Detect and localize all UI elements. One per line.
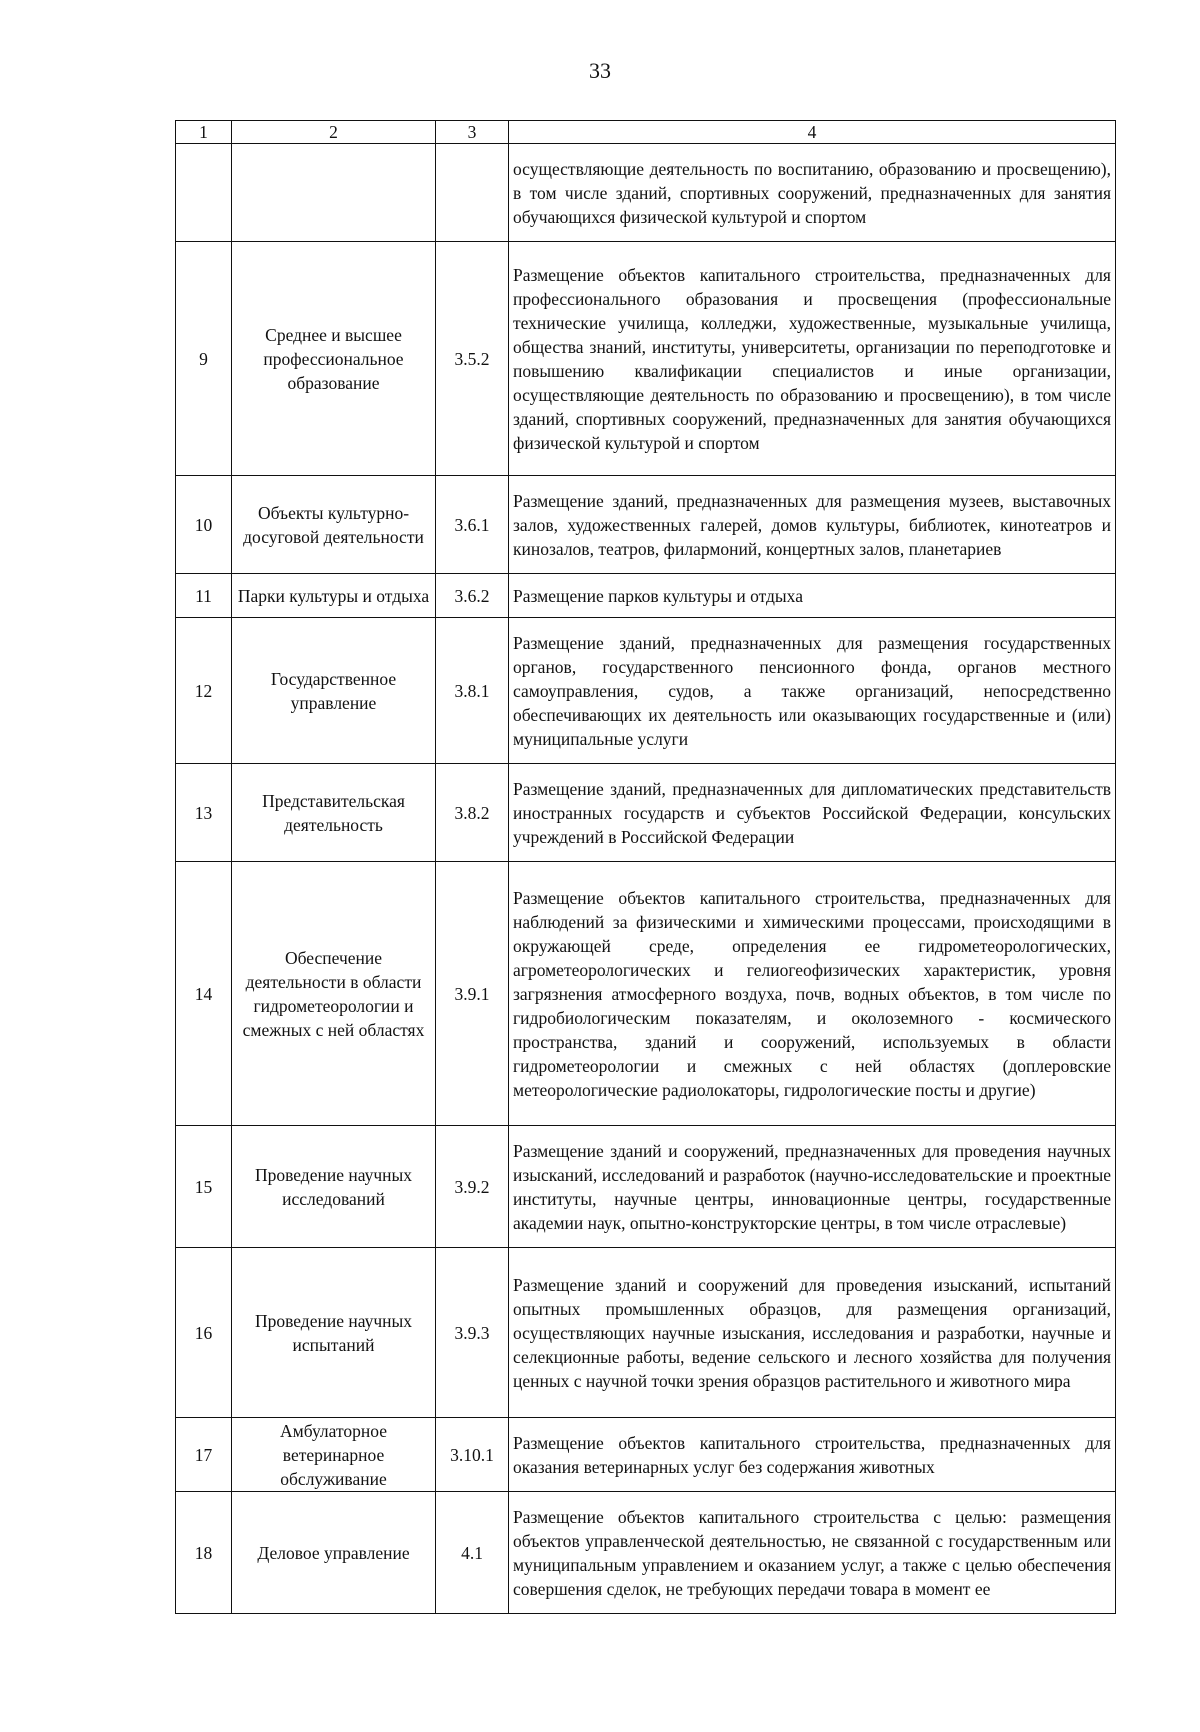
header-col-1: 1 bbox=[176, 121, 232, 144]
row-number: 13 bbox=[176, 764, 232, 862]
row-code: 3.8.1 bbox=[436, 618, 509, 764]
row-name: Обеспечение деятельности в области гидрометеорологии и смежных с ней областях bbox=[232, 862, 436, 1126]
table-row bbox=[176, 764, 1116, 862]
row-description: Размещение зданий и сооружений, предназначенных для проведения научных изысканий, исследований и разработок (научно-исследовательские и проектные институты, научные центры, инновационные центры, государственные академии наук, опытно-конструкторские центры, в том числе отраслевые) bbox=[509, 1126, 1116, 1248]
table-row bbox=[176, 144, 1116, 242]
table-row bbox=[176, 1418, 1116, 1492]
row-number: 12 bbox=[176, 618, 232, 764]
table-row bbox=[176, 242, 1116, 476]
table-row bbox=[176, 1492, 1116, 1614]
row-number: 11 bbox=[176, 574, 232, 618]
row-description: Размещение зданий, предназначенных для дипломатических представительств иностранных государств и субъектов Российской Федерации, консульских учреждений в Российской Федерации bbox=[509, 764, 1116, 862]
row-description: Размещение зданий, предназначенных для размещения государственных органов, государственного пенсионного фонда, органов местного самоуправления, судов, а также организаций, непосредственно обеспечивающих их деятельность или оказывающих государственные и (или) муниципальные услуги bbox=[509, 618, 1116, 764]
table-row bbox=[176, 574, 1116, 618]
row-name: Представительская деятельность bbox=[232, 764, 436, 862]
row-number bbox=[176, 144, 232, 242]
header-col-3: 3 bbox=[436, 121, 509, 144]
table-row bbox=[176, 618, 1116, 764]
row-name bbox=[232, 144, 436, 242]
row-number: 10 bbox=[176, 476, 232, 574]
table-row bbox=[176, 476, 1116, 574]
table-row bbox=[176, 862, 1116, 1126]
row-description: Размещение зданий, предназначенных для размещения музеев, выставочных залов, художественных галерей, домов культуры, библиотек, кинотеатров и кинозалов, театров, филармоний, концертных залов, планетариев bbox=[509, 476, 1116, 574]
row-description: осуществляющие деятельность по воспитанию, образованию и просвещению), в том числе зданий, спортивных сооружений, предназначенных для занятия обучающихся физической культурой и спортом bbox=[509, 144, 1116, 242]
table-header-row bbox=[176, 121, 1116, 144]
row-code: 3.8.2 bbox=[436, 764, 509, 862]
row-code: 3.6.1 bbox=[436, 476, 509, 574]
row-name: Деловое управление bbox=[232, 1492, 436, 1614]
row-name: Проведение научных исследований bbox=[232, 1126, 436, 1248]
land-use-table bbox=[175, 120, 1116, 1614]
table-row bbox=[176, 1248, 1116, 1418]
row-number: 9 bbox=[176, 242, 232, 476]
row-name: Проведение научных испытаний bbox=[232, 1248, 436, 1418]
row-code: 3.6.2 bbox=[436, 574, 509, 618]
row-code: 3.10.1 bbox=[436, 1418, 509, 1492]
page-number: 33 bbox=[589, 58, 611, 83]
row-name: Амбулаторное ветеринарное обслуживание bbox=[232, 1418, 436, 1492]
row-code: 3.5.2 bbox=[436, 242, 509, 476]
row-name: Государственное управление bbox=[232, 618, 436, 764]
row-description: Размещение объектов капитального строительства с целью: размещения объектов управленческой деятельностью, не связанной с государственным или муниципальным управлением и оказанием услуг, а также с целью обеспечения совершения сделок, не требующих передачи товара в момент ее bbox=[509, 1492, 1116, 1614]
row-description: Размещение объектов капитального строительства, предназначенных для оказания ветеринарных услуг без содержания животных bbox=[509, 1418, 1116, 1492]
row-code: 4.1 bbox=[436, 1492, 509, 1614]
table-row bbox=[176, 1126, 1116, 1248]
row-name: Парки культуры и отдыха bbox=[232, 574, 436, 618]
row-description: Размещение парков культуры и отдыха bbox=[509, 574, 1116, 618]
header-col-2: 2 bbox=[232, 121, 436, 144]
row-name: Объекты культурно-досуговой деятельности bbox=[232, 476, 436, 574]
header-col-4: 4 bbox=[509, 121, 1116, 144]
row-name: Среднее и высшее профессиональное образование bbox=[232, 242, 436, 476]
row-code: 3.9.3 bbox=[436, 1248, 509, 1418]
row-code: 3.9.1 bbox=[436, 862, 509, 1126]
row-number: 18 bbox=[176, 1492, 232, 1614]
row-description: Размещение объектов капитального строительства, предназначенных для наблюдений за физическими и химическими процессами, происходящими в окружающей среде, определения ее гидрометеорологических, агрометеорологических и гелиогеофизических характеристик, уровня загрязнения атмосферного воздуха, почв, водных объектов, в том числе по гидробиологическим показателям, и околоземного - космического пространства, зданий и сооружений, используемых в области гидрометеорологии и смежных с ней областях (доплеровские метеорологические радиолокаторы, гидрологические посты и другие) bbox=[509, 862, 1116, 1126]
row-number: 17 bbox=[176, 1418, 232, 1492]
row-number: 15 bbox=[176, 1126, 232, 1248]
row-description: Размещение объектов капитального строительства, предназначенных для профессионального образования и просвещения (профессиональные технические училища, колледжи, художественные, музыкальные училища, общества знаний, институты, университеты, организации по переподготовке и повышению квалификации специалистов и иные организации, осуществляющие деятельность по образованию и просвещению), в том числе зданий, спортивных сооружений, предназначенных для занятия обучающихся физической культурой и спортом bbox=[509, 242, 1116, 476]
row-number: 14 bbox=[176, 862, 232, 1126]
row-code: 3.9.2 bbox=[436, 1126, 509, 1248]
row-description: Размещение зданий и сооружений для проведения изысканий, испытаний опытных промышленных образцов, для размещения организаций, осуществляющих научные изыскания, исследования и разработки, научные и селекционные работы, ведение сельского и лесного хозяйства для получения ценных с научной точки зрения образцов растительного и животного мира bbox=[509, 1248, 1116, 1418]
row-code bbox=[436, 144, 509, 242]
row-number: 16 bbox=[176, 1248, 232, 1418]
